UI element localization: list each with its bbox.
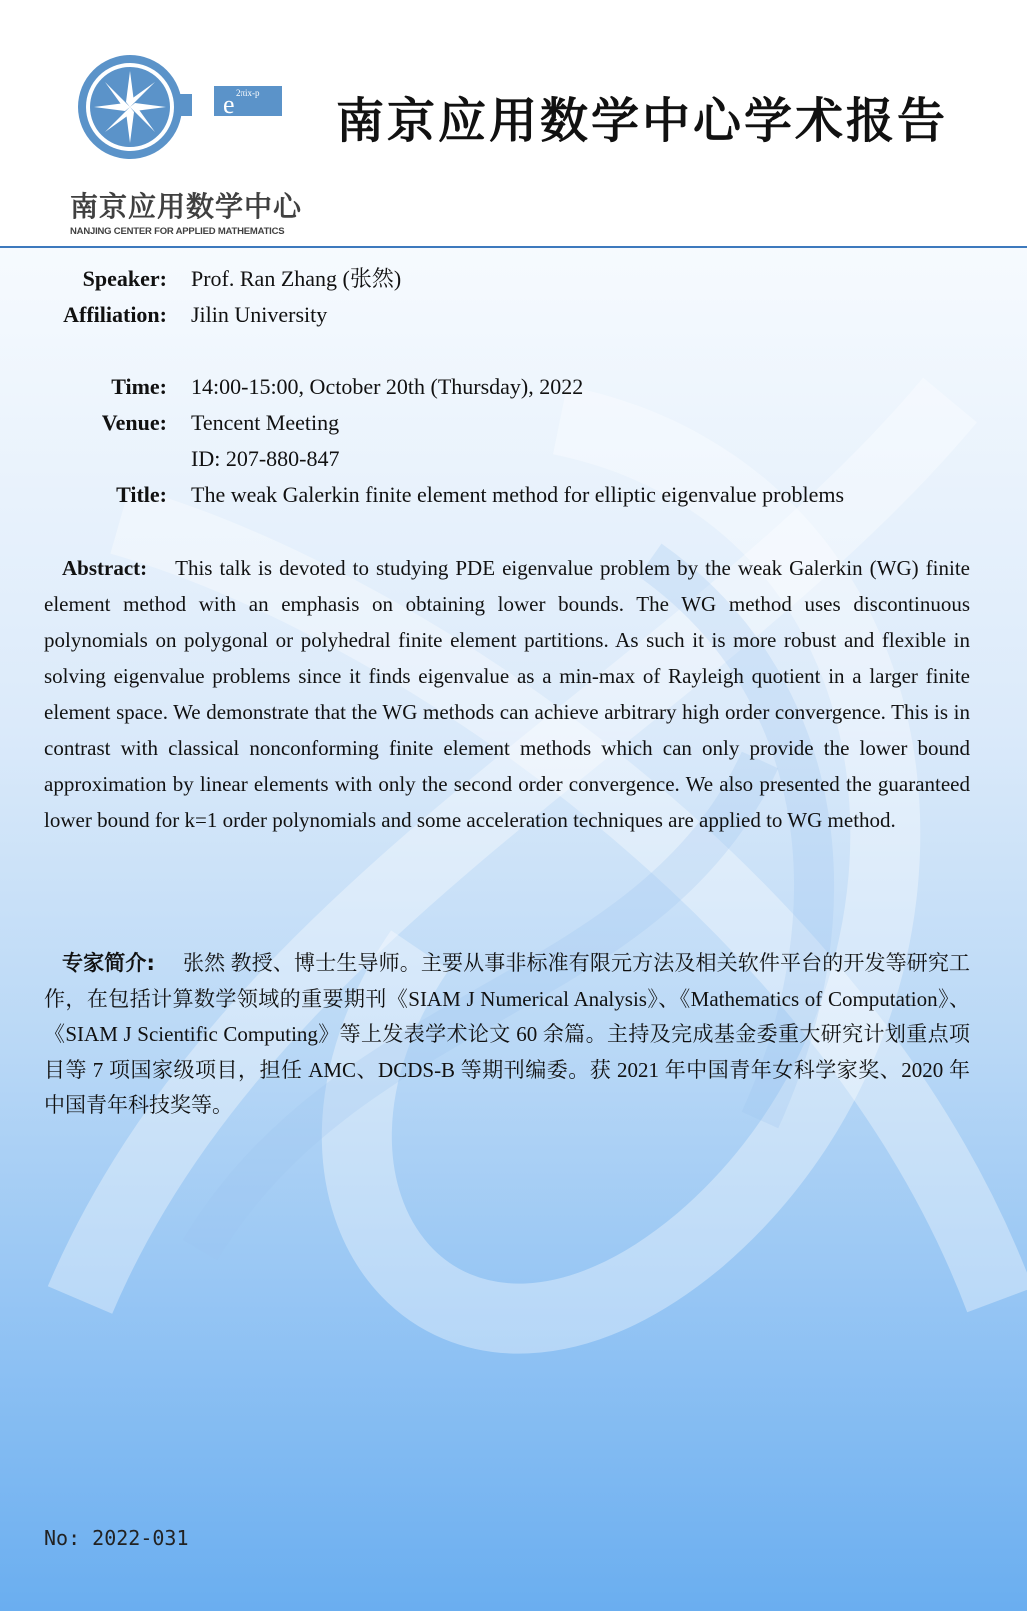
abstract-text: This talk is devoted to studying PDE eigenvalue problem by the weak Galerkin (WG) finite element method with an emphasis on obtaining lower bounds. The WG method uses discontinuous polynomials on polygonal or polyhedral finite element partitions. As such it is more robust and flexible in solving eigenvalue problems since it finds eigenvalue as a min-max of Rayleigh quotient in a larger finite element space. We demonstrate that the WG methods can achieve arbitrary high order convergence. This is in contrast with classical nonconforming finite element methods which can only provide the lower bound approximation by linear elements with only the second order convergence. We also presented the guaranteed lower bound for k=1 order polynomials and some acceleration techniques are applied to WG method. — [44, 556, 970, 832]
logo-formula-superscript: 2πix-p — [236, 88, 260, 98]
bio-label: 专家简介: — [62, 951, 155, 975]
logo-formula-base: e — [223, 90, 235, 119]
affiliation-value: Jilin University — [191, 302, 328, 327]
abstract-label: Abstract: — [62, 556, 148, 580]
venue-row — [0, 406, 1027, 440]
venue-meeting-id: ID: 207-880-847 — [191, 446, 340, 471]
logo-english-name: NANJING CENTER FOR APPLIED MATHEMATICS — [70, 226, 285, 237]
talk-title-label: Title: — [116, 482, 167, 507]
title-row — [0, 478, 1027, 512]
page-title: 南京应用数学中心学术报告 — [336, 93, 949, 149]
logo-chinese-name: 南京应用数学中心 — [70, 192, 303, 223]
talk-title-value: The weak Galerkin finite element method for elliptic eigenvalue problems — [191, 482, 845, 507]
announcement-number: No: 2022-031 — [44, 1526, 189, 1550]
bio-paragraph — [44, 946, 970, 1124]
venue-id-row — [0, 442, 1027, 476]
affiliation-label: Affiliation: — [63, 302, 167, 327]
speaker-row — [0, 262, 1027, 296]
speaker-value: Prof. Ran Zhang (张然) — [191, 266, 402, 291]
speaker-label: Speaker: — [82, 266, 167, 291]
time-row — [0, 370, 1027, 404]
header-divider — [0, 246, 1027, 248]
abstract-paragraph — [44, 550, 970, 838]
venue-label: Venue: — [101, 410, 167, 435]
compass-star-icon — [78, 55, 182, 159]
time-value: 14:00-15:00, October 20th (Thursday), 2022 — [191, 374, 584, 399]
time-label: Time: — [111, 374, 167, 399]
bio-text: 张然 教授、博士生导师。主要从事非标准有限元方法及相关软件平台的开发等研究工作，在包括计算数学领域的重要期刊《SIAM J Numerical Analysis》、《Mathematics of Computation》、《SIAM J Scientific Computing》等上发表学术论文 60 余篇。主持及完成基金委重大研究计划重点项目等 7 项国家级项目，担任 AMC、DCDS-B 等期刊编委。获 2021 年中国青年女科学家奖、2020 年中国青年科技奖等。 — [44, 951, 971, 1117]
affiliation-row — [0, 298, 1027, 332]
venue-value: Tencent Meeting — [191, 410, 340, 435]
